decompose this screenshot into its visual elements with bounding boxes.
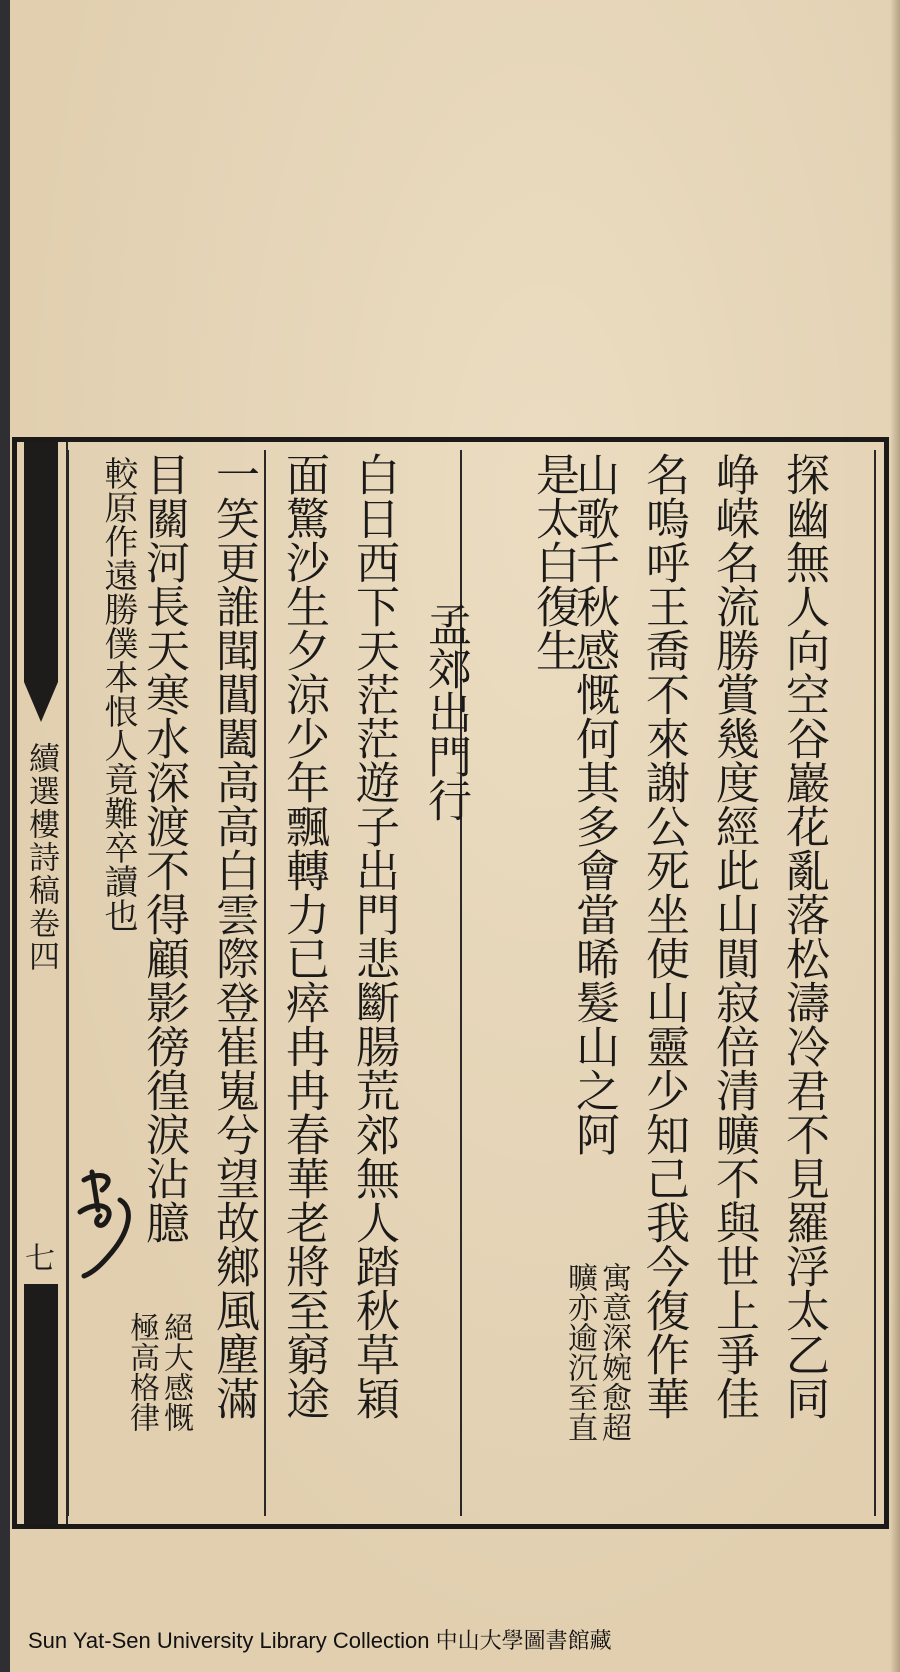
text-column: 探幽無人向空谷巖花亂落松濤冷君不見羅浮太乙同 [778,452,829,1420]
text-column: 目關河長天寒水深渡不得顧影徬徨淚沾臆 [138,452,189,1244]
banxin-black-mouth-bottom [24,1284,58,1524]
text-column: 面驚沙生夕涼少年飄轉力已瘁冉冉春華老將至窮途 [278,452,329,1420]
library-credit: Sun Yat-Sen University Library Collection 中山大學圖書館藏 [28,1628,612,1653]
page-edge-shadow [890,0,900,1672]
banxin-black-mouth-top [24,442,58,682]
text-column: 是太白復生 [528,452,579,672]
book-page [10,0,900,1672]
commentary-column: 較原作遠勝僕本恨人竟難卒讀也 [98,456,138,932]
banxin-page-number: 七 [19,1242,54,1272]
text-column: 白日西下天茫茫遊子出門悲斷腸荒郊無人踏秋草㯋 [348,452,399,1420]
text-column: 一笑更誰聞閶闔高高白雲際登崔嵬兮望故鄉風塵滿 [208,452,259,1420]
fishtail-mark [24,682,58,722]
annotation-column: 曠亦逾沉至直 [562,1262,597,1442]
handwritten-signature [72,1160,142,1280]
column-rule [264,450,266,1516]
banxin-center-strip [20,442,68,1524]
frame-inner-rule [874,450,876,1516]
poem-title: 孟郊出門行 [420,602,471,822]
text-column: 山歌千秋感慨何其多會當晞髮山之阿 [568,452,619,1156]
text-column: 峥嵘名流勝賞幾度經此山閴寂倍清曠不與世上爭佳 [708,452,759,1420]
annotation-column: 寓意深婉愈超 [596,1262,631,1442]
banxin-title: 續選樓詩稿卷四 [23,742,59,973]
annotation-column: 絕大感慨 [158,1312,193,1432]
annotation-column: 極高格律 [124,1312,159,1432]
text-column: 名嗚呼王喬不來謝公死坐使山靈少知己我今復作華 [638,452,689,1420]
